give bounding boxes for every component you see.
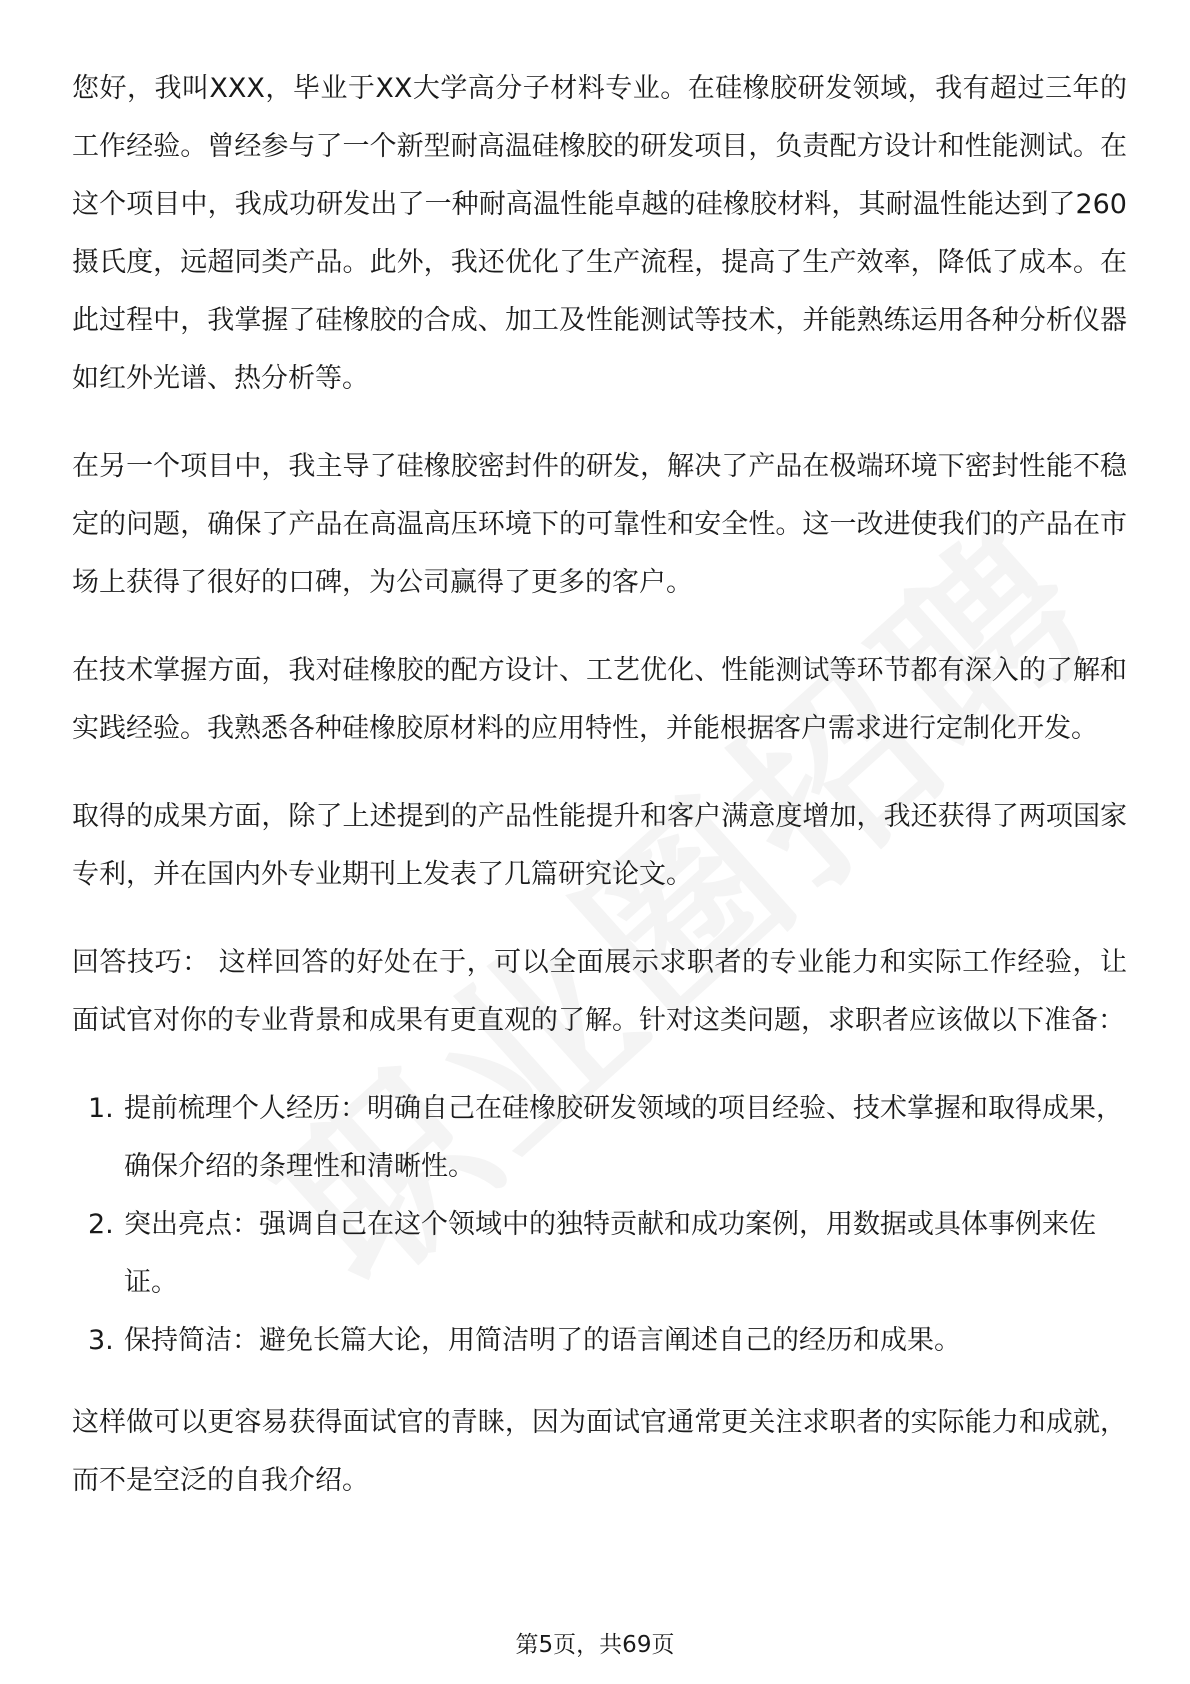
paragraph-tips: 回答技巧： 这样回答的好处在于，可以全面展示求职者的专业能力和实际工作经验，让面试官对你的专业背景和成果有更直观的了解。针对这类问题，求职者应该做以下准备： xyxy=(72,947,1127,1036)
list-item xyxy=(72,1196,1127,1312)
paragraph-project: 在另一个项目中，我主导了硅橡胶密封件的研发，解决了产品在极端环境下密封性能不稳定的问题，确保了产品在高温高压环境下的可靠性和安全性。这一改进使我们的产品在市场上获得了很好的口碑，为公司赢得了更多的客户。 xyxy=(72,451,1127,598)
list-item-text: 保持简洁：避免长篇大论，用简洁明了的语言阐述自己的经历和成果。 xyxy=(124,1325,961,1356)
preparation-list xyxy=(72,1080,1127,1370)
list-item xyxy=(72,1080,1127,1196)
list-item-number: 1. xyxy=(88,1093,114,1124)
list-item xyxy=(72,1312,1127,1370)
document-body xyxy=(72,60,1127,1540)
list-item-number: 2. xyxy=(88,1209,114,1240)
paragraph-closing: 这样做可以更容易获得面试官的青睐，因为面试官通常更关注求职者的实际能力和成就，而不是空泛的自我介绍。 xyxy=(72,1407,1127,1496)
page-number: 第5页，共69页 xyxy=(515,1632,675,1658)
list-item-number: 3. xyxy=(88,1325,114,1356)
list-item-text: 提前梳理个人经历：明确自己在硅橡胶研发领域的项目经验、技术掌握和取得成果，确保介绍的条理性和清晰性。 xyxy=(124,1093,1123,1182)
paragraph-achievements: 取得的成果方面，除了上述提到的产品性能提升和客户满意度增加，我还获得了两项国家专利，并在国内外专业期刊上发表了几篇研究论文。 xyxy=(72,801,1127,890)
list-item-text: 突出亮点：强调自己在这个领域中的独特贡献和成功案例，用数据或具体事例来佐证。 xyxy=(124,1209,1096,1298)
paragraph-intro: 您好，我叫XXX，毕业于XX大学高分子材料专业。在硅橡胶研发领域，我有超过三年的工作经验。曾经参与了一个新型耐高温硅橡胶的研发项目，负责配方设计和性能测试。在这个项目中，我成功研发出了一种耐高温性能卓越的硅橡胶材料，其耐温性能达到了260摄氏度，远超同类产品。此外，我还优化了生产流程，提高了生产效率，降低了成本。在此过程中，我掌握了硅橡胶的合成、加工及性能测试等技术，并能熟练运用各种分析仪器如红外光谱、热分析等。 xyxy=(72,73,1127,394)
paragraph-skills: 在技术掌握方面，我对硅橡胶的配方设计、工艺优化、性能测试等环节都有深入的了解和实践经验。我熟悉各种硅橡胶原材料的应用特性，并能根据客户需求进行定制化开发。 xyxy=(72,655,1127,744)
